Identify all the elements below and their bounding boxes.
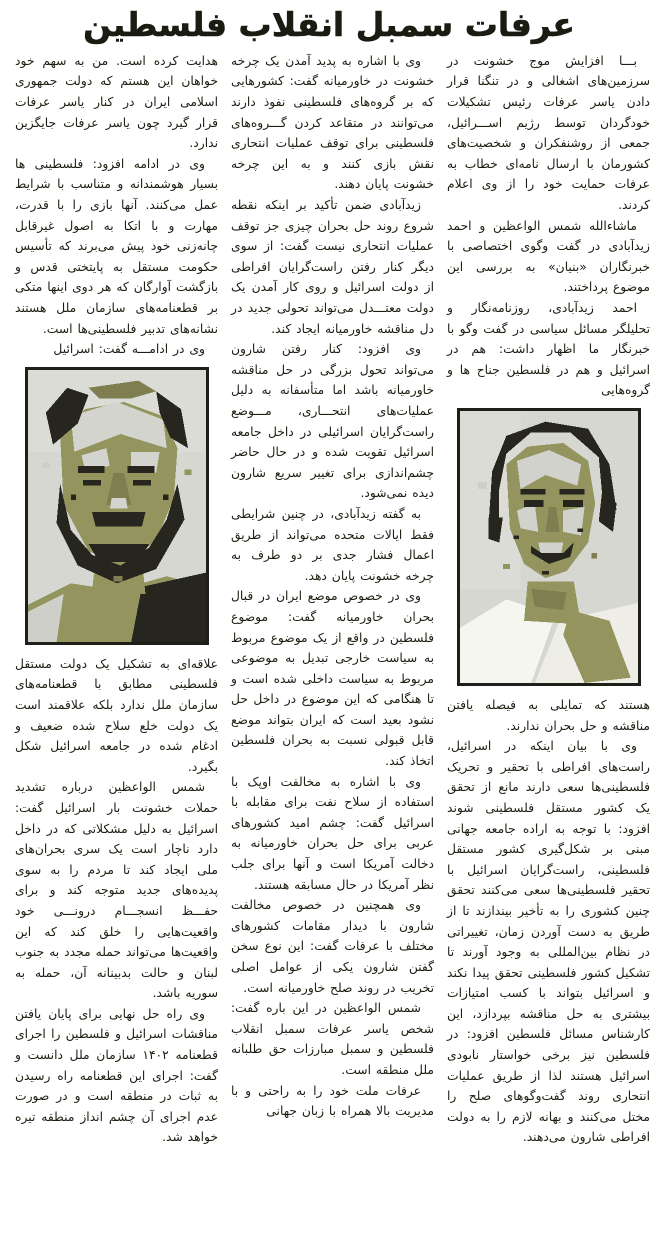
paragraph: احمد زیدآبادی، روزنامه‌نگار و تحلیلگر مسائل سیاسی در گفت وگو با خبرنگار ما اظهار داشت: هم در اسرائیل و هم در فلسطین جناح ها و گروه‌هایی bbox=[447, 301, 650, 398]
portrait-photo-shamsolvaezin-art bbox=[28, 370, 206, 642]
column-left bbox=[15, 51, 218, 1148]
paragraph: وی افزود: کنار رفتن شارون می‌تواند تحول بزرگی در حل مناقشه خاورمیانه باشد اما متأسفانه به دلیل عملیات‌های انتحـــاری، مـــوضع راست‌گرایان اسرائیلی در داخل جامعه اسرائیل تقویت شده و در حال حاضر چشم‌اندازی برای تغییر سریع شارون دیده نمی‌شود. bbox=[231, 342, 434, 501]
paragraph: وی همچنین در خصوص مخالفت شارون با دیدار مقامات کشورهای مختلف با عرفات گفت: این نوع سخن گفتن شارون یکی از عوامل اصلی تخریب در روند صلح خاورمیانه است. bbox=[231, 898, 434, 995]
paragraph: وی در ادامه افزود: فلسطینی ها بسیار هوشمندانه و متناسب با شرایط عمل می‌کنند. آنها بازی را با قدرت، مهارت و با اتکا به اصول غیرقابل چانه‌زنی خود پیش می‌برند که تأسیس حکومت مستقل به پایتختی قدس و بازگشت آوارگان که هر دوی اینها متکی بر قطعنامه‌های سازمان ملل هستند نشانه‌های تدبیر فلسطینی‌ها است. bbox=[15, 156, 218, 336]
paragraph: وی با بیان اینکه در اسرائیل، راست‌های افراطی با تحقیر و تحریک فلسطینی‌ها سعی دارند مانع از تحقق یک کشور مستقل فلسطینی شوند افزود: با توجه به اراده جامعه جهانی مبنی بر شکل‌گیری کشور مستقل فلسطینی، راست‌گرایان اسرائیل با تحقیر فلسطینی‌ها سعی می‌کنند تحقق چنین کشوری را به تأخیر بیندازند تا از طریق به دست آوردن زمان، تغییراتی در نظام بین‌المللی به وجود آورند تا تشکیل کشور فلسطینی تحقق پیدا نکند و اسرائیل بتواند با کسب امتیازات بیشتری به حل مناقشه بپردازد، این کارشناس مسائل فلسطین افزود: در فلسطین نیز برخی خواستار نابودی اسرائیل هستند لذا از طریق عملیات انتحاری روند گفت‌وگوهای صلح را مختل می‌کنند و بهانه لازم را به دولت افراطی شارون می‌دهند. bbox=[447, 739, 650, 1145]
portrait-photo-zeidabadi bbox=[457, 408, 641, 686]
paragraph: بـــا افزایش موج خشونت در سرزمین‌های اشغالی و در تنگنا قرار دادن یاسر عرفات رئیس تشکیلات خودگردان توسط رژیم اســـرائیل، جمعی از روشنفکران و شخصیت‌های کشورمان با ارسال نامه‌ای خطاب به عرفات حمایت خود را از وی اعلام کردند. bbox=[447, 53, 650, 213]
paragraph: به گفته زیدآبادی، در چنین شرایطی فقط ایالات متحده می‌تواند از طریق اعمال فشار جدی بر دو طرف به چرخه خشونت پایان دهد. bbox=[231, 506, 434, 583]
column-middle bbox=[231, 51, 434, 1122]
paragraph: علاقه‌ای به تشکیل یک دولت مستقل فلسطینی مطابق با قطعنامه‌های سازمان ملل ندارد بلکه علاقمند است یک دولت خلع سلاح شده ضعیف و ادغام شده در جامعه اسرائیل شکل بگیرد. bbox=[15, 656, 218, 774]
paragraph: زیدآبادی ضمن تأکید بر اینکه نقطه شروع روند حل بحران چیزی جز توقف عملیات انتحاری نیست گفت: از سوی دیگر کنار رفتن راست‌گرایان افراطی از دولت اسرائیل و روی کار آمدن یک دولت معتـــدل می‌تواند تحولی جدید در دل مناقشه خاورمیانه ایجاد کند. bbox=[231, 198, 434, 336]
paragraph: ماشاءالله شمس الواعظین و احمد زیدآبادی در گفت وگوی اختصاصی با خبرنگاران «بنیان» به بررسی این موضوع پرداختند. bbox=[447, 218, 650, 295]
article-headline: عرفات سمبل انقلاب فلسطین bbox=[83, 5, 575, 44]
article-columns bbox=[0, 49, 658, 1148]
paragraph: وی راه حل نهایی برای پایان یافتن مناقشات اسرائیل و فلسطین را اجرای قطعنامه ۱۴۰۲ سازمان ملل دانست و گفت: اجرای این قطعنامه راه رسیدن به ثبات در منطقه است و در صورت عدم اجرای آن چشم انداز منطقه تیره خواهد شد. bbox=[15, 1006, 218, 1145]
paragraph: عرفات ملت خود را به راحتی و با مدیریت بالا همراه با زبان جهانی bbox=[231, 1083, 434, 1119]
paragraph: وی در خصوص موضع ایران در قبال بحران خاورمیانه گفت: موضوع فلسطین در واقع از یک موضوع مربوط به سیاست خارجی تبدیل به موضوعی مربوط به سیاست داخلی شده است و تا هنگامی که این موضوع در داخل حل نشود بعید است که ایران بتواند موضع قابل قبولی نسبت به بحران فلسطین اتخاذ کند. bbox=[231, 589, 434, 769]
column-right bbox=[447, 51, 650, 1148]
paragraph: وی در ادامـــه گفت: اسرائیل bbox=[53, 342, 205, 357]
paragraph: وی با اشاره به مخالفت اوپک با استفاده از سلاح نفت برای مقابله با اسرائیل گفت: چشم امید کشورهای عربی برای حل بحران خاورمیانه به دخالت آمریکا است و آنها برای جلب نظر آمریکا در حال مسابقه هستند. bbox=[231, 774, 434, 892]
paragraph: هستند که تمایلی به فیصله یافتن مناقشه و حل بحران ندارند. bbox=[447, 697, 650, 733]
paragraph: وی با اشاره به پدید آمدن یک چرخه خشونت در خاورمیانه گفت: کشورهایی که بر گروه‌های فلسطینی نفوذ دارند می‌توانند در متقاعد کردن گـــروه‌های فلسطینی برای توقف عملیات انتحاری نقش بازی کنند و به این چرخه خشونت پایان دهند. bbox=[231, 53, 434, 192]
portrait-photo-shamsolvaezin bbox=[25, 367, 209, 645]
paragraph: هدایت کرده است. من به سهم خود خواهان این هستم که دولت جمهوری اسلامی ایران در کنار یاسر عرفات قرار گیرد چون یاسر عرفات جایگزین ندارد. bbox=[15, 53, 218, 151]
paragraph: شمس الواعظین درباره تشدید حملات خشونت بار اسرائیل گفت: اسرائیل به دلیل مشکلاتی که در داخل دارد ناچار است یک سری بحران‌های ملی ایجاد کند تا مردم را به سوی پدیده‌های جدید متوجه کند و برای حفـــظ انسجـــام درونـــی خود واقعیت‌هایی را خلق کند که این واقعیت‌ها می‌تواند حمله مجدد به جنوب لبنان و حالت بدبینانه آن، حمله به سوریه باشد. bbox=[15, 780, 218, 1001]
paragraph: شمس الواعظین در این باره گفت: شخص یاسر عرفات سمبل انقلاب فلسطین و سمبل مبارزات حق طلبانه ملل منطقه است. bbox=[231, 1001, 434, 1077]
portrait-photo-zeidabadi-art bbox=[460, 411, 638, 683]
